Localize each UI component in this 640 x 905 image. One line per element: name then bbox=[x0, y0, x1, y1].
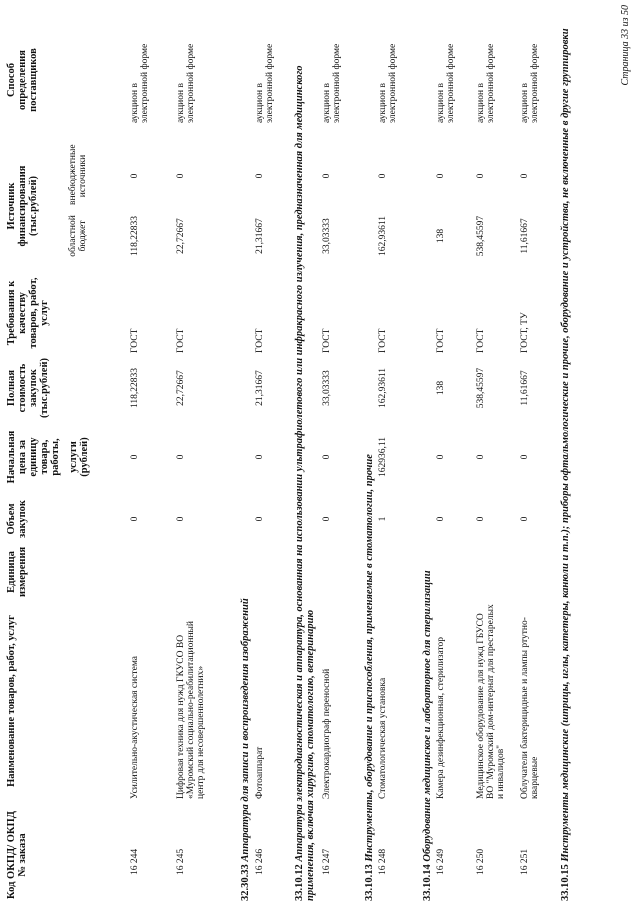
header-method: Способ определения поставщиков bbox=[6, 48, 39, 112]
row-unit-price: 0 bbox=[322, 454, 332, 460]
row-volume: 0 bbox=[322, 516, 332, 522]
row-fin-regional: 162,93611 bbox=[378, 215, 388, 257]
group-title: Аппаратура для записи и воспроизведения изображений bbox=[240, 598, 251, 862]
row-unit-price: 0 bbox=[520, 454, 530, 460]
group-title: Оборудование медицинское и лабораторное для стерилизации bbox=[422, 570, 433, 862]
row-volume: 0 bbox=[130, 516, 140, 522]
row-method: аукцион в электронной форме bbox=[322, 43, 342, 123]
row-name: Облучатели бактерицидные и лампы ртутно-кварцевые bbox=[520, 617, 540, 799]
row-method: аукцион в электронной форме bbox=[436, 43, 456, 123]
group-code: 33.10.13 bbox=[364, 864, 375, 901]
row-fin-regional: 138 bbox=[436, 228, 446, 244]
header-volume: Объем закупок bbox=[6, 500, 28, 538]
row-total: 21,31667 bbox=[255, 370, 265, 406]
row-total: 538,45597 bbox=[476, 367, 486, 409]
row-name: Медицинское оборудование для нужд ГБУСО ВО "Муромский дом-интернат для престарелых и инвалидов" bbox=[476, 604, 506, 799]
header-unit-price-sub: услуги (рублей) bbox=[68, 437, 90, 477]
group-heading bbox=[364, 41, 375, 901]
row-requirements: ГОСТ bbox=[255, 328, 265, 353]
row-fin-extra: 0 bbox=[378, 173, 388, 179]
row-volume: 0 bbox=[520, 516, 530, 522]
header-requirements: Требования к качеству товаров, работ, услуг bbox=[6, 277, 50, 349]
row-fin-extra: 0 bbox=[476, 173, 486, 179]
group-code: 32.30.33 bbox=[240, 864, 251, 901]
row-number: 16 244 bbox=[130, 848, 140, 875]
header-fin-regional: областной бюджет bbox=[68, 215, 88, 257]
row-requirements: ГОСТ bbox=[378, 328, 388, 353]
row-total: 33,03333 bbox=[322, 370, 332, 406]
group-title: Аппаратура электродиагностическая и аппаратура, основанная на использовании ультрафиолетового или инфракрасного излучения, предназначенная для медицинского применения, включая хирургию, стоматологию, ветеринарию bbox=[294, 65, 316, 901]
row-volume: 0 bbox=[176, 516, 186, 522]
row-name: Электрокардиограф переносной bbox=[322, 668, 332, 799]
group-code: 33.10.15 bbox=[560, 864, 571, 901]
row-volume: 0 bbox=[255, 516, 265, 522]
row-number: 16 246 bbox=[255, 848, 265, 875]
row-total: 118,22833 bbox=[130, 367, 140, 409]
group-heading bbox=[240, 21, 251, 901]
row-fin-extra: 0 bbox=[255, 173, 265, 179]
header-unit: Единица измерения bbox=[6, 546, 28, 597]
header-code: Код ОКПД/ ОКПД № заказа bbox=[6, 811, 28, 899]
row-fin-regional: 22,72667 bbox=[176, 218, 186, 254]
row-total: 138 bbox=[436, 380, 446, 396]
row-unit-price: 0 bbox=[130, 454, 140, 460]
group-title: Инструменты медицинские (шприцы, иглы, катетеры, канюли и т.п.); приборы офтальмологические и прочие, оборудование и устройства, не включенные в другие группировки bbox=[560, 28, 571, 862]
row-requirements: ГОСТ bbox=[322, 328, 332, 353]
group-title: Инструменты, оборудование и приспособления, применяемые в стоматологии, прочие bbox=[364, 454, 375, 862]
header-financing: Источник финансирования (тыс.рублей) bbox=[6, 165, 39, 247]
row-name: Камера дезинфекционная, стерилизатор bbox=[436, 637, 446, 799]
header-name: Наименование товаров, работ, услуг bbox=[6, 615, 17, 787]
row-name: Фотоаппарат bbox=[255, 746, 265, 799]
row-total: 22,72667 bbox=[176, 370, 186, 406]
row-fin-regional: 118,22833 bbox=[130, 215, 140, 257]
row-requirements: ГОСТ bbox=[436, 328, 446, 353]
row-total: 162,93611 bbox=[378, 367, 388, 409]
group-heading bbox=[560, 21, 571, 901]
group-code: 33.10.14 bbox=[422, 864, 433, 901]
row-method: аукцион в электронной форме bbox=[520, 43, 540, 123]
row-number: 16 251 bbox=[520, 848, 530, 875]
row-number: 16 247 bbox=[322, 848, 332, 875]
row-number: 16 250 bbox=[476, 848, 486, 875]
page-number: Страница 33 из 50 bbox=[620, 5, 631, 86]
row-volume: 1 bbox=[378, 516, 388, 522]
row-requirements: ГОСТ bbox=[476, 328, 486, 353]
header-unit-price: Начальная цена за единицу товара, работы, bbox=[6, 430, 61, 484]
row-method: аукцион в электронной форме bbox=[176, 43, 196, 123]
row-fin-extra: 0 bbox=[322, 173, 332, 179]
row-unit-price: 0 bbox=[436, 454, 446, 460]
row-total: 11,61667 bbox=[520, 370, 530, 406]
row-fin-regional: 33,03333 bbox=[322, 218, 332, 254]
header-total: Полная стоимость закупок (тыс.рублей) bbox=[6, 357, 50, 419]
header-fin-extra: внебюджетные источники bbox=[68, 144, 88, 205]
group-heading bbox=[294, 41, 316, 901]
row-method: аукцион в электронной форме bbox=[378, 43, 398, 123]
row-fin-regional: 11,61667 bbox=[520, 218, 530, 254]
row-unit-price: 0 bbox=[255, 454, 265, 460]
row-name: Цифровая техника для нужд ГКУСО ВО «Муромский социально-реабилитационный центр для несовершеннолетних» bbox=[176, 621, 206, 799]
row-unit-price: 0 bbox=[176, 454, 186, 460]
row-fin-extra: 0 bbox=[436, 173, 446, 179]
row-method: аукцион в электронной форме bbox=[255, 43, 275, 123]
row-unit-price: 162936,11 bbox=[378, 436, 388, 478]
row-requirements: ГОСТ, ТУ bbox=[520, 312, 530, 353]
row-fin-extra: 0 bbox=[130, 173, 140, 179]
row-fin-regional: 21,31667 bbox=[255, 218, 265, 254]
row-volume: 0 bbox=[436, 516, 446, 522]
row-requirements: ГОСТ bbox=[176, 328, 186, 353]
row-method: аукцион в электронной форме bbox=[130, 43, 150, 123]
row-volume: 0 bbox=[476, 516, 486, 522]
row-number: 16 245 bbox=[176, 848, 186, 875]
row-fin-extra: 0 bbox=[176, 173, 186, 179]
row-number: 16 249 bbox=[436, 848, 446, 875]
group-code: 33.10.12 bbox=[294, 864, 305, 901]
row-fin-extra: 0 bbox=[520, 173, 530, 179]
row-name: Стоматологическая установка bbox=[378, 677, 388, 799]
row-requirements: ГОСТ bbox=[130, 328, 140, 353]
row-unit-price: 0 bbox=[476, 454, 486, 460]
row-name: Усилительно-акустическая система bbox=[130, 656, 140, 799]
row-number: 16 248 bbox=[378, 848, 388, 875]
row-method: аукцион в электронной форме bbox=[476, 43, 496, 123]
row-fin-regional: 538,45597 bbox=[476, 215, 486, 257]
group-heading bbox=[422, 41, 433, 901]
